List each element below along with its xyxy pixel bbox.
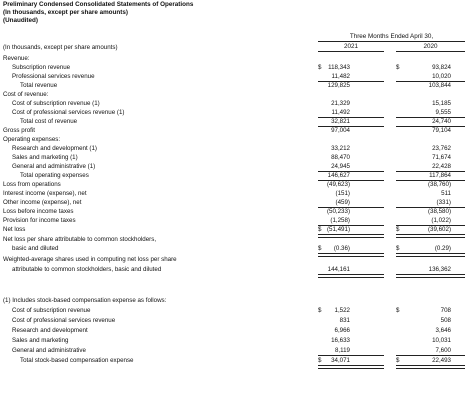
footnote-value-2020: 708: [440, 307, 451, 314]
footnote-row-label: Sales and marketing: [12, 337, 69, 344]
unit-label: (In thousands, except per share amounts): [3, 44, 118, 51]
dollar-sign: $: [396, 245, 400, 252]
value-2021: (50,233): [326, 208, 350, 215]
footnote-value-2021: 831: [339, 317, 350, 324]
row-label: Net loss per share attributable to common stockholders,: [3, 236, 157, 243]
value-2021: 32,821: [331, 118, 350, 125]
total-double-rule: [318, 234, 384, 238]
value-2020: 136,362: [428, 266, 451, 273]
footnote-heading: (1) Includes stock-based compensation expense as follows:: [3, 297, 167, 304]
value-2021: 11,492: [331, 109, 350, 116]
footnote-value-2020: 508: [440, 317, 451, 324]
value-2021: (459): [335, 199, 350, 206]
row-label: Loss before income taxes: [3, 208, 74, 215]
subtotal-rule: [318, 117, 384, 118]
value-2020: 24,740: [432, 118, 451, 125]
value-2020: 10,020: [432, 73, 451, 80]
footnote-row-label: Research and development: [12, 327, 88, 334]
value-2021: 21,329: [331, 100, 350, 107]
value-2020: 22,428: [432, 163, 451, 170]
footnote-value-2020: 22,493: [432, 357, 451, 364]
value-2021: (1,258): [330, 217, 350, 224]
value-2020: (1,022): [431, 217, 451, 224]
footnote-value-2021: 6,966: [334, 327, 350, 334]
row-label: Loss from operations: [3, 181, 61, 188]
value-2021: (49,623): [326, 181, 350, 188]
subtotal-rule: [396, 117, 465, 118]
value-2020: (331): [436, 199, 451, 206]
subtotal-rule: [396, 355, 465, 356]
dollar-sign: $: [396, 357, 400, 364]
row-label: Total cost of revenue: [20, 118, 78, 125]
statement-subtitle: (In thousands, except per share amounts): [3, 9, 128, 16]
year-2020-header: 2020: [423, 43, 438, 50]
dollar-sign: $: [318, 245, 322, 252]
footnote-value-2021: 1,522: [334, 307, 350, 314]
value-2020: 23,762: [432, 145, 451, 152]
value-2020: (39,602): [427, 226, 451, 233]
subtotal-rule: [318, 126, 384, 127]
total-double-rule: [318, 253, 384, 257]
value-2020: (38,760): [427, 181, 451, 188]
value-2021: 33,212: [331, 145, 350, 152]
value-2021: 11,482: [331, 73, 350, 80]
footnote-row-label: Total stock-based compensation expense: [20, 357, 134, 364]
dollar-sign: $: [396, 307, 400, 314]
row-label: Net loss: [3, 226, 26, 233]
value-2021: (0.36): [333, 245, 350, 252]
value-2021: 144,161: [327, 266, 350, 273]
row-label: Other income (expense), net: [3, 199, 82, 206]
total-double-rule: [396, 274, 465, 278]
value-2021: (51,491): [326, 226, 350, 233]
dollar-sign: $: [318, 64, 322, 71]
total-double-rule: [396, 234, 465, 238]
value-2020: (0.29): [434, 245, 451, 252]
value-2021: 118,343: [328, 64, 350, 71]
period-underline: [318, 41, 465, 42]
value-2020: 511: [441, 190, 451, 197]
row-label: basic and diluted: [12, 245, 59, 252]
row-label: Cost of professional services revenue (1): [12, 109, 125, 116]
subtotal-rule: [318, 355, 384, 356]
value-2020: 79,104: [432, 127, 451, 134]
value-2020: 117,864: [429, 172, 451, 179]
footnote-row-label: Cost of subscription revenue: [12, 307, 91, 314]
row-label: Subscription revenue: [12, 64, 71, 71]
row-label: Cost of revenue:: [3, 91, 49, 98]
row-label: Gross profit: [3, 127, 35, 134]
row-label: Revenue:: [3, 55, 30, 62]
dollar-sign: $: [318, 307, 322, 314]
value-2021: 88,470: [331, 154, 350, 161]
dollar-sign: $: [396, 226, 400, 233]
value-2020: 103,844: [428, 82, 451, 89]
row-label: Professional services revenue: [12, 73, 95, 80]
footnote-value-2020: 3,646: [435, 327, 451, 334]
row-label: General and administrative (1): [12, 163, 96, 170]
value-2021: 146,627: [327, 172, 350, 179]
value-2020: 71,674: [432, 154, 451, 161]
footnote-row-label: General and administrative: [12, 347, 86, 354]
dollar-sign: $: [318, 357, 322, 364]
row-label: Cost of subscription revenue (1): [12, 100, 100, 107]
year-2021-header: 2021: [343, 43, 358, 50]
total-double-rule: [318, 274, 384, 278]
total-double-rule: [318, 365, 384, 369]
statement-unaudited-note: (Unaudited): [3, 17, 38, 24]
total-double-rule: [396, 365, 465, 369]
subtotal-rule: [396, 126, 465, 127]
value-2021: 129,825: [327, 82, 350, 89]
value-2020: 9,555: [435, 109, 451, 116]
total-double-rule: [396, 253, 465, 257]
value-2021: 97,004: [331, 127, 350, 134]
footnote-value-2020: 10,031: [432, 337, 451, 344]
row-label: Sales and marketing (1): [12, 154, 78, 161]
row-label: Provision for income taxes: [3, 217, 76, 224]
value-2021: (151): [335, 190, 350, 197]
dollar-sign: $: [318, 226, 322, 233]
footnote-value-2021: 16,633: [331, 337, 350, 344]
period-header: Three Months Ended April 30,: [349, 33, 434, 40]
footnote-value-2021: 8,119: [334, 347, 350, 354]
row-label: Total revenue: [20, 82, 58, 89]
row-label: Total operating expenses: [20, 172, 89, 179]
row-label: attributable to common stockholders, basic and diluted: [12, 266, 162, 273]
year-2021-underline: [318, 51, 384, 52]
dollar-sign: $: [396, 64, 400, 71]
row-label: Operating expenses:: [3, 136, 61, 143]
value-2020: 93,824: [432, 64, 451, 71]
statement-title: Preliminary Condensed Consolidated Statements of Operations: [3, 1, 194, 8]
value-2021: 24,945: [331, 163, 350, 170]
footnote-row-label: Cost of professional services revenue: [12, 317, 116, 324]
row-label: Interest income (expense), net: [3, 190, 87, 197]
row-label: Research and development (1): [12, 145, 97, 152]
value-2020: (38,580): [427, 208, 451, 215]
row-label: Weighted-average shares used in computing net loss per share: [3, 256, 177, 263]
footnote-value-2021: 34,071: [331, 357, 350, 364]
footnote-value-2020: 7,600: [435, 347, 451, 354]
year-2020-underline: [396, 51, 465, 52]
value-2020: 15,185: [432, 100, 451, 107]
